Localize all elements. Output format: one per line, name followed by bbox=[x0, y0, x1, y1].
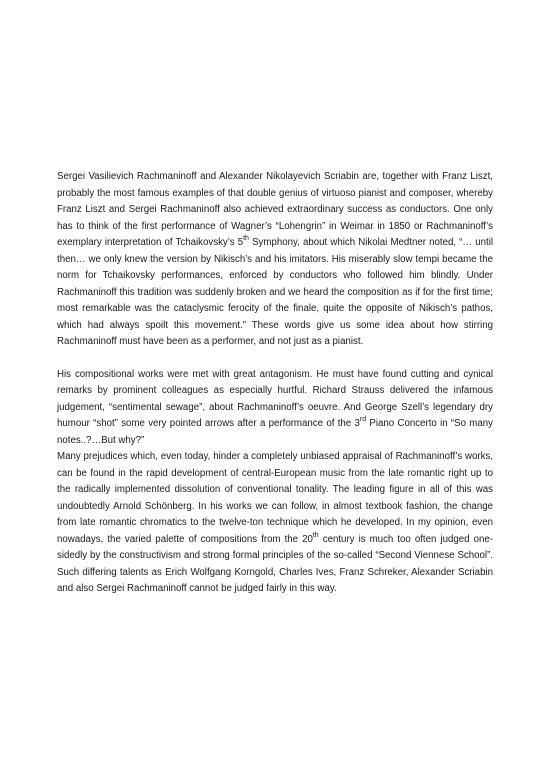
paragraph-1-text-a: Sergei Vasilievich Rachmaninoff and Alexander Nikolayevich Scriabin are, together with Franz Liszt, probably the most famous examples of that double genius of virtuoso pianist and composer, whereby Franz Liszt and Sergei Rachmaninoff also achieved extraordinary success as conductors. One only has to think of the first performance of Wagner’s “Lohengrin” in Weimar in 1850 or Rachmaninoff’s exemplary interpretation of Tchaikovsky’s 5 bbox=[57, 171, 493, 248]
paragraph-3-text-a: Many prejudices which, even today, hinder a completely unbiased appraisal of Rachmaninoff’s works, can be found in the rapid development of central-European music from the late romantic right up to the radically implemented dissolution of conventional tonality. The leading figure in all of this was undoubtedly Arnold Schönberg. In his works we can follow, in almost textbook fashion, the change from late romantic chromatics to the twelve-ton technique which he developed. In my opinion, even nowadays, the varied palette of compositions from the 20 bbox=[57, 451, 493, 545]
paragraph-1-text-b: Symphony, about which Nikolai Medtner noted, “… until then… we only knew the version by Nikisch’s and his imitators. His miserably slow tempi became the norm for Tchaikovsky performances, enforced by conductors who followed him blindly. Under Rachmaninoff this tradition was suddenly broken and we heard the composition as if for the first time; most remarkable was the cataclysmic ferocity of the finale, quite the opposite of Nikisch’s pathos, which had always spoilt this movement.” These words give us some idea about how stirring Rachmaninoff must have been as a performer, and not just as a pianist. bbox=[57, 237, 493, 347]
ordinal-suffix: th bbox=[243, 235, 249, 242]
paragraph-2-text-a: His compositional works were met with great antagonism. He must have found cutting and cynical remarks by prominent colleagues as especially hurtful. Richard Strauss delivered the infamous judgement, “sentimental sewage”, about Rachmaninoff’s oeuvre. And George Szell’s legendary dry humour “shot” some very pointed arrows after a performance of the 3 bbox=[57, 368, 493, 429]
paragraph-3 bbox=[57, 449, 493, 598]
paragraph-1 bbox=[57, 169, 493, 351]
paragraph-gap bbox=[57, 351, 493, 367]
document-body bbox=[57, 169, 493, 598]
ordinal-suffix: th bbox=[312, 531, 319, 539]
paragraph-2-text-b: Piano Concerto in “So many notes..?…But why?” bbox=[57, 418, 493, 446]
paragraph-2 bbox=[57, 367, 493, 450]
ordinal-suffix: rd bbox=[359, 416, 367, 423]
paragraph-3-text-b: century is much too often judged one-sidedly by the constructivism and strong formal principles of the so-called “Second Viennese School”. Such differing talents as Erich Wolfgang Korngold, Charles Ives, Franz Schreker, Alexander Scriabin and also Sergei Rachmaninoff cannot be judged fairly in this way. bbox=[57, 533, 493, 594]
